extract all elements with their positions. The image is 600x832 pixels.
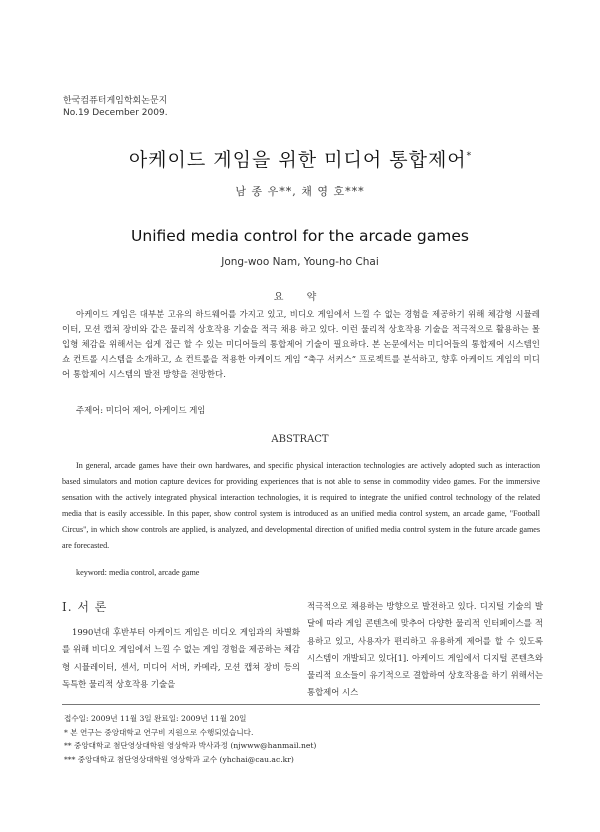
keywords-english: keyword: media control, arcade game [76, 568, 200, 577]
title-footnote-mark: * [466, 151, 472, 162]
title-text: 아케이드 게임을 위한 미디어 통합제어 [128, 149, 467, 171]
abstract-english-text: In general, arcade games have their own hardwares, and specific physical interaction technologies are actively adopted such as interaction based simulators and motion capture devices for providing experiences that is not able to sense in commodity video games. For the immersive sensation with the actively integrated physical interaction technologies, it is required to integrate the unified control technology of the related media that is easily accessible. In this paper, show control system is introduced as an unified media control system, an arcade game, "Football Circus", in which show controls are applied, is analyzed, and developmental direction of unified media control system in the future arcade games are forecasted. [62, 461, 540, 550]
footnote-received: 접수일: 2009년 11월 3일 완료일: 2009년 11월 20일 [64, 714, 247, 723]
intro-right-column [307, 598, 543, 702]
authors-korean: 남 종 우**, 채 영 호*** [235, 185, 365, 198]
abstract-korean-text: 아케이드 게임은 대부분 고유의 하드웨어를 가지고 있고, 비디오 게임에서 느낄 수 없는 경험을 제공하기 위해 체감형 시뮬레이터, 모션 캡쳐 장비와 같은 물리적 상호작용 기술을 적극 채용 하고 있다. 이런 물리적 상호작용 기술을 적극적으로 활용하는 몰입형 체감을 위해서는 쉽게 접근 할 수 있는 미디어들의 통합제어 기술이 필요하다. 본 논문에서는 미디어들의 통합제어 시스템인 쇼 컨트롤 시스템을 소개하고, 쇼 컨트롤을 적용한 아케이드 게임 “축구 서커스” 프로젝트를 분석하고, 향후 아케이드 게임의 미디어 통합제어 시스템의 발전 방향을 전망한다. [62, 309, 540, 379]
footnote-author-2: *** 중앙대학교 첨단영상대학원 영상학과 교수 (yhchai@cau.ac.kr) [64, 754, 294, 764]
journal-name: 한국컴퓨터게임학회논문지 [63, 96, 168, 106]
footnotes [64, 712, 316, 766]
paper-title-korean [0, 145, 600, 172]
abstract-korean [62, 307, 540, 382]
footnote-author-1: ** 중앙대학교 첨단영상대학원 영상학과 박사과정 (njwww@hanmail.net) [64, 741, 317, 750]
authors-english: Jong-woo Nam, Young-ho Chai [221, 256, 379, 268]
journal-issue: No.19 December 2009. [63, 108, 168, 118]
keywords-korean: 주제어: 미디어 제어, 아케이드 게임 [76, 405, 206, 415]
intro-left-text: 1990년대 후반부터 아케이드 게임은 비디오 게임과의 차별화를 위해 비디오 게임에서 느낄 수 없는 게임 경험을 제공하는 체감형 시뮬레이터, 센서, 미디어 서버, 카메라, 모션 캡쳐 장비 등의 독특한 물리적 상호작용 기술을 [62, 627, 300, 689]
journal-header [63, 95, 168, 119]
paper-title-english: Unified media control for the arcade games [131, 227, 469, 245]
abstract-korean-heading: 요 약 [273, 292, 327, 303]
abstract-english-heading: ABSTRACT [271, 434, 329, 445]
intro-left-column [62, 624, 300, 693]
intro-right-text: 적극적으로 채용하는 방향으로 발전하고 있다. 디지털 기술의 발달에 따라 게임 콘텐츠에 맞추어 다양한 물리적 인터페이스를 적용하고 있고, 사용자가 편리하고 유용하게 제어를 할 수 있도록 시스템이 개발되고 있다[1]. 아케이드 게임에서 디지털 콘텐츠와 물리적 요소들이 유기적으로 결합하여 상호작용을 하기 위해서는 통합제어 시스 [307, 601, 543, 698]
footnote-funding: * 본 연구는 중앙대학교 연구비 지원으로 수행되었습니다. [64, 727, 254, 737]
footnote-divider [62, 704, 540, 705]
section-heading-introduction: Ⅰ. 서 론 [62, 600, 108, 614]
abstract-english [62, 458, 540, 554]
